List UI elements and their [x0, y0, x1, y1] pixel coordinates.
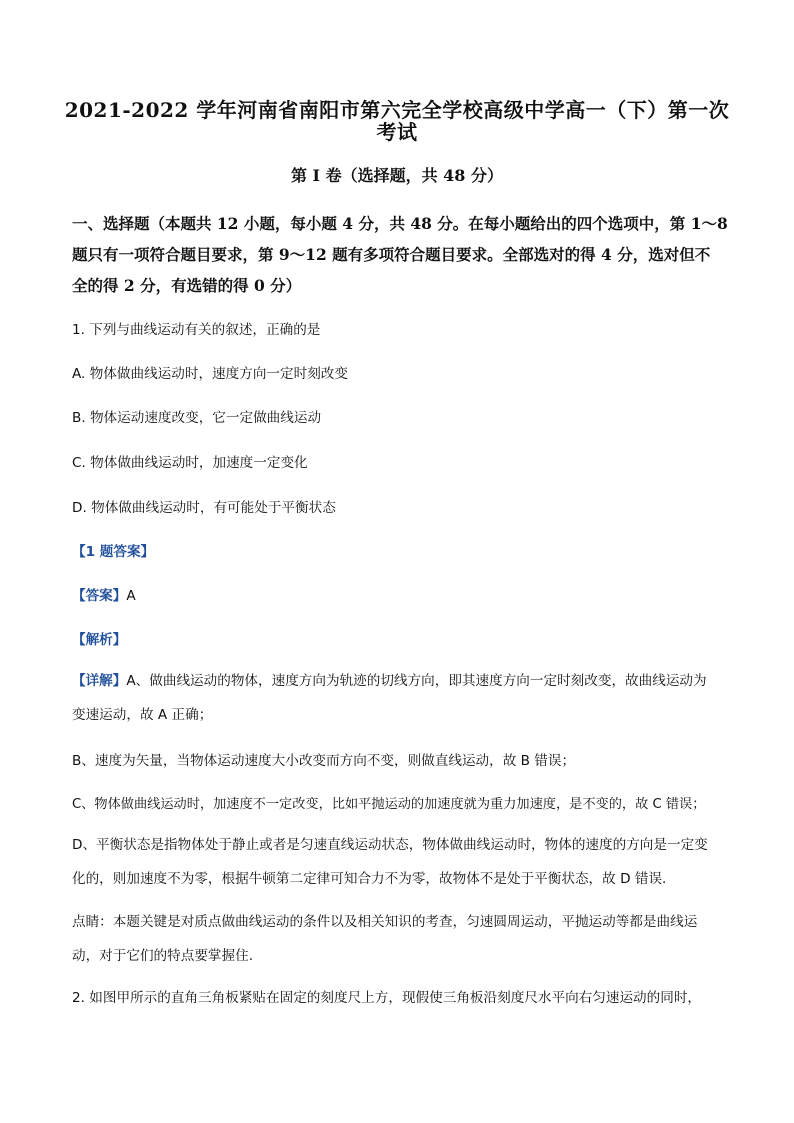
answer-row [72, 584, 136, 604]
section-instructions-line: 全的得 2 分，有选错的得 0 分） [72, 276, 302, 295]
answer-header: 【1 题答案】 [72, 544, 155, 560]
question-1-option-b: B. 物体运动速度改变，它一定做曲线运动 [72, 410, 322, 426]
comment-line: 动，对于它们的特点要掌握住. [72, 948, 254, 964]
detail-d-line: 化的，则加速度不为零，根据牛顿第二定律可知合力不为零，故物体不是处于平衡状态，故 D 错误. [72, 871, 667, 887]
question-1-stem: 1. 下列与曲线运动有关的叙述，正确的是 [72, 322, 321, 338]
comment-line: 点睛：本题关键是对质点做曲线运动的条件以及相关知识的考查，匀速圆周运动，平抛运动等都是曲线运 [72, 914, 698, 930]
question-2-stem: 2. 如图甲所示的直角三角板紧贴在固定的刻度尺上方，现假使三角板沿刻度尺水平向右匀速运动的同时， [72, 990, 702, 1006]
section-instructions-line: 题只有一项符合题目要求，第 9～12 题有多项符合题目要求。全部选对的得 4 分，选对但不 [72, 245, 711, 264]
comment [72, 905, 726, 973]
detail-b: B、速度为矢量，当物体运动速度大小改变而方向不变，则做直线运动，故 B 错误； [72, 753, 576, 769]
detail-c: C、物体做曲线运动时，加速度不一定改变，比如平抛运动的加速度就为重力加速度，是不变的，故 C 错误； [72, 797, 706, 812]
section-instructions [72, 208, 732, 301]
detail-a-line [72, 664, 726, 698]
detail-a-text: A、做曲线运动的物体，速度方向为轨迹的切线方向，即其速度方向一定时刻改变，故曲线运动为 [126, 673, 707, 689]
exam-title-line-2: 考试 [376, 120, 418, 144]
question-1-option-a: A. 物体做曲线运动时，速度方向一定时刻改变 [72, 366, 348, 382]
part-label: 第 I 卷（选择题，共 48 分） [290, 166, 504, 185]
detail-a [72, 664, 726, 732]
section-instructions-line: 一、选择题（本题共 12 小题，每小题 4 分，共 48 分。在每小题给出的四个选项中，第 1～8 [72, 214, 728, 233]
detail-d-line: D、平衡状态是指物体处于静止或者是匀速直线运动状态，物体做曲线运动时，物体的速度的方向是一定变 [72, 837, 708, 853]
question-1-option-c: C. 物体做曲线运动时，加速度一定变化 [72, 455, 308, 471]
detail-a-line: 变速运动，故 A 正确； [72, 707, 213, 723]
detail-d [72, 828, 726, 896]
question-1-option-d: D. 物体做曲线运动时，有可能处于平衡状态 [72, 500, 336, 516]
exam-title-line-1: 2021-2022 学年河南省南阳市第六完全学校高级中学高一（下）第一次 [64, 98, 730, 122]
answer-tag: 【答案】 [72, 588, 127, 604]
answer-value: A [126, 588, 136, 604]
analysis-tag: 【解析】 [72, 632, 127, 648]
detail-tag: 【详解】 [72, 673, 127, 689]
